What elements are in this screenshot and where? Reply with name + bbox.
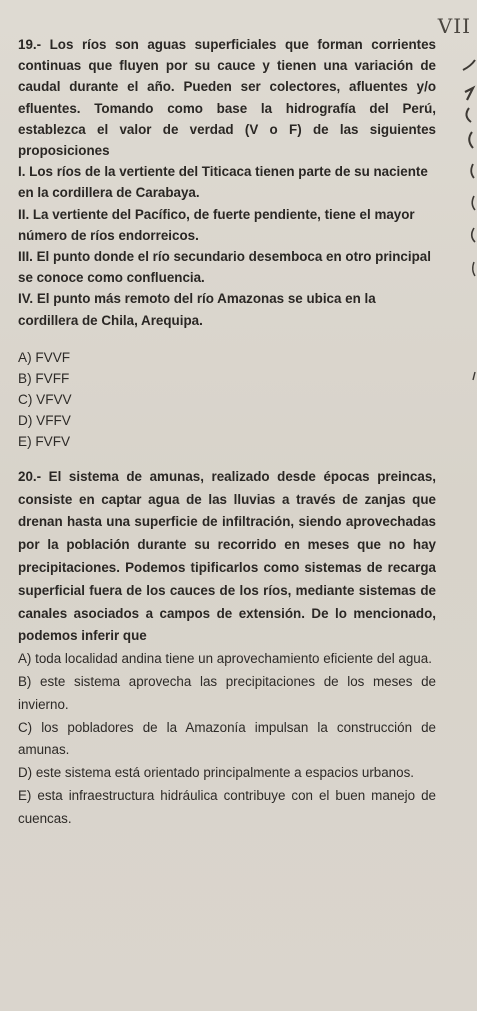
proposition-3: III. El punto donde el río secundario desemboca en otro principal se conoce como confluencia.: [18, 249, 431, 286]
question-19-option-d: D) VFFV: [18, 412, 71, 428]
question-19-options: [18, 347, 436, 452]
adjacent-page-margin: [439, 0, 477, 1011]
question-20: [18, 466, 436, 831]
adjacent-page-fragments: [439, 0, 477, 1011]
question-19-option-c: C) VFVV: [18, 391, 72, 407]
question-20-options: [18, 648, 436, 830]
proposition-4: IV. El punto más remoto del río Amazonas se ubica en la cordillera de Chila, Arequipa.: [18, 291, 376, 328]
question-20-option-b: B) este sistema aprovecha las precipitaciones de los meses de invierno.: [18, 674, 436, 712]
question-20-stem: 20.- El sistema de amunas, realizado desde épocas preincas, consiste en captar agua de las lluvias a través de zanjas que drenan hasta una superficie de infiltración, siendo aprovechadas por la población durante su recorrido en meses que no hay precipitaciones. Podemos tipificarlos como sistemas de recarga superficial fuera de los cauces de los ríos, mediante sistemas de canales asociados a campos de extensión. De lo mencionado, podemos inferir que: [18, 468, 436, 644]
question-19-option-a: A) FVVF: [18, 349, 71, 365]
question-20-option-e: E) esta infraestructura hidráulica contribuye con el buen manejo de cuencas.: [18, 788, 436, 826]
adjacent-page-heading: VII: [437, 14, 471, 38]
question-19-option-b: B) FVFF: [18, 370, 70, 386]
question-19-stem: 19.- Los ríos son aguas superficiales que forman corrientes continuas que fluyen por su cauce y tienen una variación de caudal durante el año. Pueden ser colectores, afluentes y/o efluentes. Tomando como base la hidrografía del Perú, establezca el valor de verdad (V o F) de las siguientes proposiciones: [18, 37, 436, 159]
proposition-1: I. Los ríos de la vertiente del Titicaca tienen parte de su naciente en la cordillera de Carabaya.: [18, 164, 428, 201]
question-19-propositions: [18, 161, 436, 331]
question-20-option-d: D) este sistema está orientado principalmente a espacios urbanos.: [18, 765, 414, 781]
question-19: [18, 34, 436, 452]
question-20-option-c: C) los pobladores de la Amazonía impulsan la construcción de amunas.: [18, 719, 436, 758]
question-column: [18, 34, 436, 831]
question-20-option-a: A) toda localidad andina tiene un aprovechamiento eficiente del agua.: [18, 651, 432, 667]
question-19-option-e: E) FVFV: [18, 433, 71, 449]
proposition-2: II. La vertiente del Pacífico, de fuerte pendiente, tiene el mayor número de ríos endorreicos.: [18, 206, 415, 243]
